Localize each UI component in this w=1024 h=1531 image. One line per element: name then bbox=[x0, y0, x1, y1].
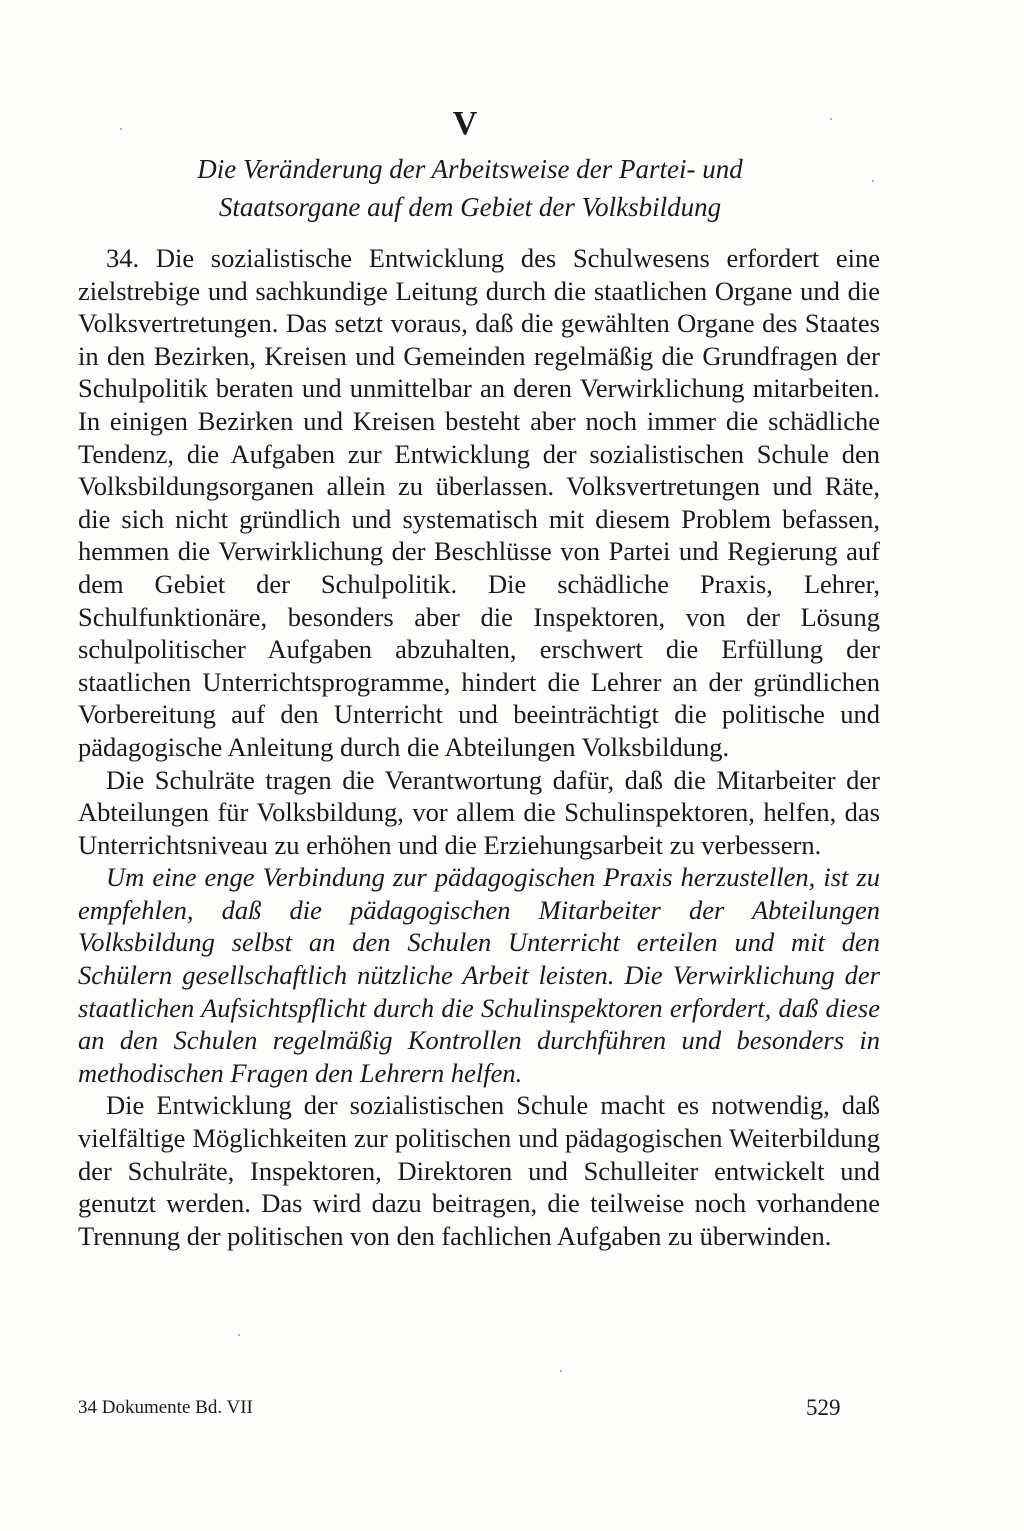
paper-speck bbox=[120, 128, 122, 130]
paragraph-weiterbildung: Die Entwicklung der sozialistischen Schule macht es notwendig, daß vielfältige Möglichkeiten zur politischen und pädagogischen Weiterbildung der Schulräte, Inspektoren, Direktoren und Schulleiter entwickelt und genutzt werden. Das wird dazu beitragen, die teilweise noch vorhandene Trennung der politischen von den fachlichen Aufgaben zu überwinden. bbox=[78, 1090, 880, 1251]
paper-speck bbox=[560, 1370, 562, 1372]
paragraph-schulraete: Die Schulräte tragen die Verantwortung dafür, daß die Mitarbeiter der Abteilungen für Volksbildung, vor allem die Schulinspektoren, helfen, das Unterrichtsniveau zu erhöhen und die Erziehungsarbeit zu verbessern. bbox=[78, 764, 880, 860]
chapter-title bbox=[120, 150, 820, 226]
chapter-title-line-1: Die Veränderung der Arbeitsweise der Partei- und bbox=[197, 154, 743, 184]
paper-speck bbox=[872, 180, 874, 182]
page-footer bbox=[78, 1393, 880, 1425]
page-number: 529 bbox=[806, 1395, 841, 1420]
paragraph-recommendation: Um eine enge Verbindung zur pädagogischen Praxis herzustellen, ist zu empfehlen, daß die pädagogischen Mitarbeiter der Abteilungen Volksbildung selbst an den Schulen Unterricht erteilen und mit den Schülern gesellschaftlich nützliche Arbeit leisten. Die Verwirklichung der staatlichen Aufsichtspflicht durch die Schulinspektoren erfordert, daß diese an den Schulen regelmäßig Kontrollen durchführen und besonders in methodischen Fragen den Lehrern helfen. bbox=[78, 862, 880, 1088]
paper-speck bbox=[238, 1334, 240, 1336]
printer-signature: 34 Dokumente Bd. VII bbox=[78, 1397, 253, 1418]
chapter-title-line-2: Staatsorgane auf dem Gebiet der Volksbildung bbox=[218, 192, 722, 222]
chapter-number: V bbox=[452, 105, 478, 142]
paper-speck bbox=[830, 118, 832, 120]
body-text bbox=[78, 242, 880, 1252]
paragraph-34: 34. Die sozialistische Entwicklung des Schulwesens erfordert eine zielstrebige und sachkundige Leitung durch die staatlichen Organe und die Volksvertretungen. Das setzt voraus, daß die gewählten Organe des Staates in den Bezirken, Kreisen und Gemeinden regelmäßig die Grundfragen der Schulpolitik beraten und unmittelbar an deren Verwirklichung mitarbeiten. In einigen Bezirken und Kreisen besteht aber noch immer die schädliche Tendenz, die Aufgaben zur Entwicklung der sozialistischen Schule den Volksbildungsorganen allein zu überlassen. Volksvertretungen und Räte, die sich nicht gründlich und systematisch mit diesem Problem befassen, hemmen die Verwirklichung der Beschlüsse von Partei und Regierung auf dem Gebiet der Schulpolitik. Die schädliche Praxis, Lehrer, Schulfunktionäre, besonders aber die Inspektoren, von der Lösung schulpolitischer Aufgaben abzuhalten, erschwert die Erfüllung der staatlichen Unterrichtsprogramme, hindert die Lehrer an der gründlichen Vorbereitung auf den Unterricht und beeinträchtigt die politische und pädagogische Anleitung durch die Abteilungen Volksbildung. bbox=[78, 243, 880, 762]
